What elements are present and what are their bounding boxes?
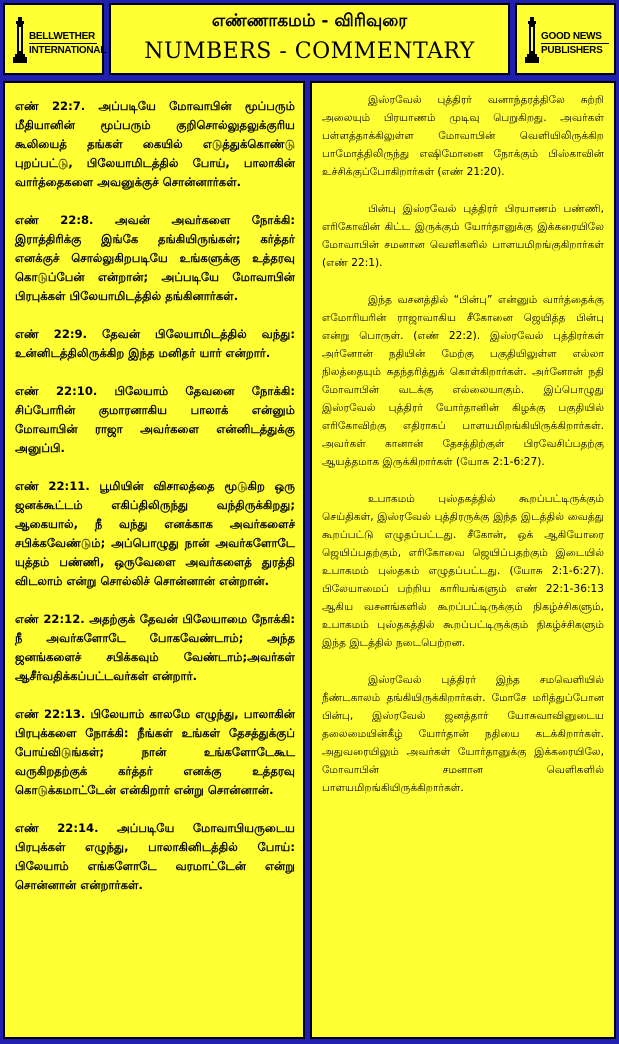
- commentary-paragraph: இந்த வசனத்தில் “பின்பு” என்னும் வார்த்தைக்கு எமோரியரின் ராஜாவாகிய சீகோனை ஜெயித்த பின்பு என்று பொருள். (எண் 22:2). இஸ்ரவேல் புத்திரர்கள் அர்னோன் நதியின் மேற்கு பகுதியிலுள்ள எல்லா நிலத்தையும் சுதந்தரித்துக் கொள்கிறார்கள். அர்னோன் நதி மோவாபின் வடக்கு எல்லையாகும். இப்பொழுது இஸ்ரவேல் புத்திரர் யோர்தானின் கிழக்கு பகுதியில் எரிகோவிற்கு எதிராகப் பாளயமிறங்கியிருக்கிறார்கள். அவர்கள் கானான் தேசத்திற்குள் பிரவேசிப்பதற்கு ஆயத்தமாக இருக்கிறார்கள் (யோசு 2:1-6:27).: [322, 294, 604, 468]
- verse-22-8: எண் 22:8. அவன் அவர்களை நோக்கி: இராத்திரிக்கு இங்கே தங்கியிருங்கள்; கர்த்தர் எனக்குச் சொல்லுகிறபடியே உங்களுக்கு உத்தரவு கொடுப்பேன் என்றான்; அப்படியே மோவாபின் பிரபுக்கள் பிலேயாமிடத்தில் தங்கினார்கள்.: [15, 213, 295, 303]
- page-title-tamil: எண்ணாகமம் - விரிவுரை: [211, 11, 408, 31]
- logo-rule: [29, 43, 97, 44]
- commentary-column: [310, 81, 616, 1039]
- commentary-paragraph: இஸ்ரவேல் புத்திரர் வனாந்தரத்திலே சுற்றி அலையும் பிரயாணம் முடிவு பெறுகிறது. அவர்கள் பள்ளத்தாக்கிலுள்ள மோவாபின் வெளியிலிருக்கிற பாமோத்திலிருந்து எஷிமோனை நோக்கும் பிஸ்காவின் உச்சிக்குப்போகிறார்கள் (எண் 21:20).: [322, 94, 604, 178]
- verse-22-11: எண் 22:11. பூமியின் விசாலத்தை மூடுகிற ஒரு ஜனக்கூட்டம் எகிப்திலிருந்து வந்திருக்கிறது; ஆகையால், நீ வந்து எனக்காக அவர்களைச் சபிக்கவேண்டும்; அப்பொழுது நான் அவர்களோடே யுத்தம் பண்ணி, ஒருவேளை அவர்களைத் துரத்தி விடலாம் என்று சொல்லிச் சொன்னான் என்றான்.: [15, 479, 295, 588]
- publisher-logo-right: [515, 3, 616, 75]
- commentary-paragraph: இஸ்ரவேல் புத்திரர் இந்த சமவெளியில் நீண்டகாலம் தங்கியிருக்கிறார்கள். மோசே மரித்துப்போன பின்பு, இஸ்ரவேல் ஜனத்தார் யோசுவாவினுடைய தலைமையின்கீழ் யோர்தான் நதியை கடக்கிறார்கள். அதுவரையிலும் அவர்கள் யோர்தானுக்கு இக்கரையிலே, மோவாபின் சமனான வெளிகளில் பாளயமிறங்கியிருக்கிறார்கள்.: [322, 674, 604, 794]
- verse-22-12: எண் 22:12. அதற்குக் தேவன் பிலேயாமை நோக்கி: நீ அவர்களோடே போகவேண்டாம்; அந்த ஜனங்களைச் சபிக்கவும் வேண்டாம்;அவர்கள் ஆசீர்வதிக்கப்பட்டவர்கள் என்றார்.: [15, 612, 295, 683]
- verse-column: [3, 81, 305, 1039]
- commentary-paragraph: உபாகமம் புஸ்தகத்தில் கூறப்பட்டிருக்கும் செய்திகள், இஸ்ரவேல் புத்திரருக்கு இந்த இடத்தில் வைத்து கூறப்பட்டு எழுதப்பட்டது. சீகோன், ஒக் ஆகியோரை ஜெயிப்பதற்கும், எரிகோவை ஜெயிப்பதற்கும் இடையில் உபாகமம் புஸ்தகம் எழுதப்பட்டது. (யோசு 2:1-6:27). பிலேயாமைப் பற்றிய காரியங்களும் எண் 22:1-36:13 ஆகிய வசனங்களில் கூறப்பட்டிருக்கும் நிகழ்ச்சிகளும், உபாகமம் புஸ்தகத்தில் கூறப்பட்டிருக்கும் நிகழ்ச்சிகளும் இந்த இடத்தில் நடைபெற்றன.: [322, 493, 604, 649]
- logo-name-line1: GOOD NEWS: [541, 31, 602, 42]
- logo-rule: [541, 43, 609, 44]
- commentary-paragraph: பின்பு இஸ்ரவேல் புத்திரர் பிரயாணம் பண்ணி, எரிகோவின் கிட்ட இருக்கும் யோர்தானுக்கு இக்கரையிலே மோவாபின் சமனான வெளிகளில் பாளயமிறங்குகிறார்கள் (எண் 22:1).: [322, 203, 604, 269]
- page-header: [109, 3, 510, 75]
- logo-name-line2: INTERNATIONAL: [29, 45, 107, 56]
- column-tower-icon: [525, 17, 539, 63]
- verse-22-7: எண் 22:7. அப்படியே மோவாபின் மூப்பரும் மீதியானின் மூப்பரும் குறிசொல்லுதலுக்குரிய கூலியைத் தங்கள் கையில் எடுத்துக்கொண்டு புறப்பட்டு, பிலேயாமிடத்தில் போய், பாலாகின் வார்த்தைகளை அவனுக்குச் சொன்னார்கள்.: [15, 99, 295, 189]
- page-title-english: NUMBERS - COMMENTARY: [144, 39, 475, 64]
- verse-22-9: எண் 22:9. தேவன் பிலேயாமிடத்தில் வந்து: உன்னிடத்திலிருக்கிற இந்த மனிதர் யார் என்றார்.: [15, 327, 295, 360]
- column-tower-icon: [13, 17, 27, 63]
- publisher-logo-left: [3, 3, 107, 75]
- verse-22-10: எண் 22:10. பிலேயாம் தேவனை நோக்கி: சிப்போரின் குமாரனாகிய பாலாக் என்னும் மோவாபின் ராஜா அவர்களை என்னிடத்துக்கு அனுப்பி.: [15, 384, 295, 455]
- logo-name-line1: BELLWETHER: [29, 31, 95, 42]
- logo-name-line2: PUBLISHERS: [541, 45, 603, 56]
- verse-22-14: எண் 22:14. அப்படியே மோவாபியருடைய பிரபுக்கள் எழுந்து, பாலாகினிடத்தில் போய்: பிலேயாம் எங்களோடே வரமாட்டேன் என்று சொன்னான் என்றார்கள்.: [15, 821, 295, 892]
- verse-22-13: எண் 22:13. பிலேயாம் காலமே எழுந்து, பாலாகின் பிரபுக்களை நோக்கி: நீங்கள் உங்கள் தேசத்துக்குப் போய்விடுங்கள்; நான் உங்களோடேகூட வருகிறதற்குக் கர்த்தர் எனக்கு உத்தரவு கொடுக்கமாட்டேன் என்கிறார் என்று சொன்னான்.: [15, 707, 295, 797]
